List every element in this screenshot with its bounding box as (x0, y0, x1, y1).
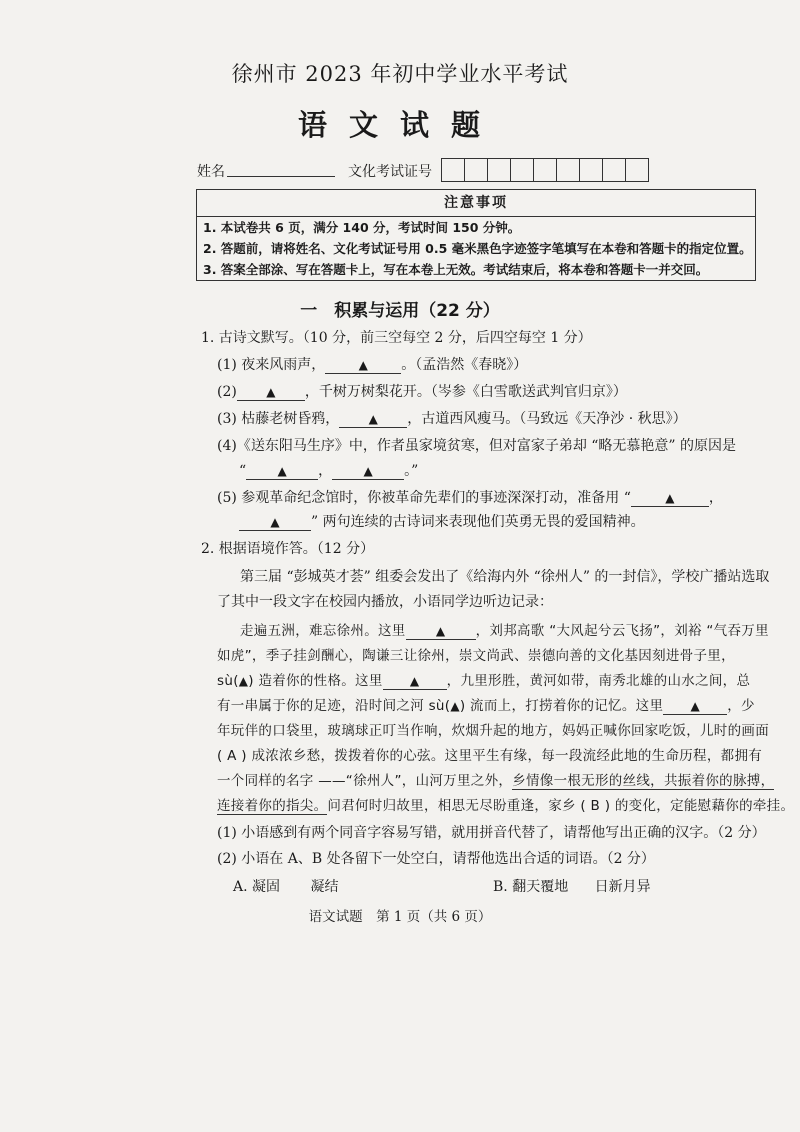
answer-blank[interactable] (339, 411, 407, 428)
triangle-mark-icon: ▲ (435, 624, 446, 638)
triangle-mark-icon: ▲ (450, 699, 460, 713)
passage-text: 问君何时归故里，相思无尽盼重逢，家乡 ( B ) 的变化，定能慰藉你的牵挂。 (327, 798, 795, 814)
triangle-mark-icon: ▲ (363, 464, 373, 478)
triangle-mark-icon: ▲ (270, 515, 280, 529)
question-2-intro: 了其中一段文字在校园内播放，小语同学边听边记录： (217, 594, 553, 610)
passage-text: ) 流而上，打捞着你的记忆。这里 (459, 698, 664, 714)
cert-number-boxes[interactable] (441, 158, 649, 182)
answer-blank[interactable] (239, 514, 311, 531)
item-text: ， (318, 463, 333, 479)
triangle-mark-icon: ▲ (665, 491, 675, 505)
triangle-mark-icon: ▲ (358, 358, 368, 372)
cert-digit-box[interactable] (603, 159, 626, 181)
item-text: (5) 参观革命纪念馆时，你被革命先辈们的事迹深深打动，准备用 “ (217, 490, 631, 506)
underlined-sentence: 乡情像一根无形的丝线，共振着你的脉搏， (512, 773, 775, 789)
passage-line: 如虎”，季子挂剑酬心，陶谦三让徐州，崇文尚武、崇德向善的文化基因刻进骨子里， (217, 648, 735, 664)
question-1-item-4-line2 (239, 460, 418, 480)
notice-box (196, 189, 756, 281)
answer-blank[interactable] (325, 357, 401, 374)
item-text: 。” (404, 463, 419, 479)
question-1-item-5-line2 (239, 511, 645, 531)
question-1-item-1 (217, 354, 527, 374)
triangle-mark-icon: ▲ (368, 412, 378, 426)
passage-line: 年玩伴的口袋里，玻璃球正叮当作响，炊烟升起的地方，妈妈正喊你回家吃饭，儿时的画面 (217, 723, 769, 739)
passage-text: ) 造着你的性格。这里 (248, 673, 383, 689)
name-label: 姓名 (197, 164, 225, 180)
question-2-stem: 2. 根据语境作答。（12 分） (201, 541, 375, 557)
option-b-second: 日新月异 (594, 879, 651, 895)
passage-line (217, 794, 794, 814)
page-footer: 语文试题 第 1 页（共 6 页） (308, 909, 492, 925)
item-text: ” 两句连续的古诗词来表现他们英勇无畏的爱国精神。 (311, 514, 645, 530)
passage-text: ，少 (727, 698, 755, 714)
triangle-mark-icon: ▲ (238, 674, 249, 688)
notice-item: 2. 答题前，请将姓名、文化考试证号用 0.5 毫米黑色字迹签字笔填写在本卷和答题卡的指定位置。 (203, 241, 752, 256)
question-1-item-4-line1: (4)《送东阳马生序》中，作者虽家境贫寒，但对富家子弟却 “略无慕艳意” 的原因是 (217, 438, 737, 454)
answer-blank[interactable] (663, 698, 727, 715)
item-text: (3) 枯藤老树昏鸦， (217, 411, 340, 427)
cert-digit-box[interactable] (488, 159, 511, 181)
passage-line (217, 669, 750, 690)
passage-text: 有一串属于你的足迹，沿时间之河 sù( (217, 698, 451, 714)
question-1-item-2 (217, 381, 627, 401)
passage-line (217, 694, 755, 715)
passage-line (217, 769, 774, 789)
cert-digit-box[interactable] (626, 159, 648, 181)
cert-digit-box[interactable] (511, 159, 534, 181)
item-text: ， (708, 490, 723, 506)
triangle-mark-icon: ▲ (277, 464, 287, 478)
question-1-stem: 1. 古诗文默写。（10 分，前三空每空 2 分，后四空每空 1 分） (201, 330, 592, 346)
item-text: 。（孟浩然《春晓》） (401, 357, 528, 373)
option-a-first: A. 凝固 (233, 879, 281, 895)
passage-text: ，刘邦高歌 “大风起兮云飞扬”，刘裕 “气吞万里 (475, 623, 769, 639)
passage-line: ( A ) 成浓浓乡愁，拨拨着你的心弦。这里平生有缘，每一段流经此地的生命历程，都拥有 (217, 748, 763, 764)
option-b (493, 876, 651, 896)
passage-line (240, 619, 769, 640)
cert-number-label: 文化考试证号 (348, 164, 432, 180)
notice-title: 注意事项 (197, 190, 755, 217)
underlined-sentence: 连接着你的指尖。 (217, 798, 328, 814)
candidate-info-row (197, 156, 667, 184)
passage-text: sù( (217, 673, 239, 689)
cert-digit-box[interactable] (580, 159, 603, 181)
notice-item: 1. 本试卷共 6 页，满分 140 分，考试时间 150 分钟。 (203, 220, 521, 235)
question-2-sub-2: (2) 小语在 A、B 处各留下一处空白，请帮他选出合适的词语。（2 分） (217, 851, 655, 867)
option-a (233, 876, 338, 896)
name-field[interactable] (227, 176, 335, 177)
triangle-mark-icon: ▲ (409, 674, 420, 688)
question-2-intro: 第三届 “彭城英才荟” 组委会发出了《给海内外 “徐州人” 的一封信》，学校广播站选取 (240, 569, 770, 585)
item-text: “ (239, 463, 247, 479)
answer-blank[interactable] (237, 384, 305, 401)
item-text: (1) 夜来风雨声， (217, 357, 326, 373)
question-1-item-3 (217, 408, 687, 428)
answer-blank[interactable] (631, 490, 709, 507)
triangle-mark-icon: ▲ (266, 385, 276, 399)
section-title: 一 积累与运用（22 分） (300, 301, 500, 321)
subject-title: 语文试题 (297, 108, 502, 142)
notice-item: 3. 答案全部涂、写在答题卡上，写在本卷上无效。考试结束后，将本卷和答题卡一并交回。 (203, 262, 709, 277)
passage-text: 一个同样的名字 ——“徐州人”，山河万里之外， (217, 773, 513, 789)
item-text: ，千树万树梨花开。（岑参《白雪歌送武判官归京》） (304, 384, 627, 400)
item-text: (2) (217, 384, 237, 400)
item-text: ，古道西风瘦马。（马致远《天净沙 · 秋思》） (407, 411, 687, 427)
cert-digit-box[interactable] (534, 159, 557, 181)
option-b-first: B. 翻天覆地 (493, 879, 569, 895)
answer-blank[interactable] (406, 623, 476, 640)
cert-digit-box[interactable] (442, 159, 465, 181)
answer-blank[interactable] (383, 673, 447, 690)
triangle-mark-icon: ▲ (690, 699, 701, 713)
cert-digit-box[interactable] (557, 159, 580, 181)
answer-blank[interactable] (332, 463, 404, 480)
passage-text: ，九里形胜，黄河如带，南秀北雄的山水之间，总 (446, 673, 751, 689)
question-2-sub-1: (1) 小语感到有两个同音字容易写错，就用拼音代替了，请帮他写出正确的汉字。（2 分） (217, 825, 766, 841)
question-1-item-5-line1 (217, 487, 723, 507)
passage-text: 走遍五洲，难忘徐州。这里 (240, 623, 406, 639)
option-a-second: 凝结 (310, 879, 339, 895)
exam-title: 徐州市 2023 年初中学业水平考试 (231, 62, 569, 86)
answer-blank[interactable] (246, 463, 318, 480)
cert-digit-box[interactable] (465, 159, 488, 181)
